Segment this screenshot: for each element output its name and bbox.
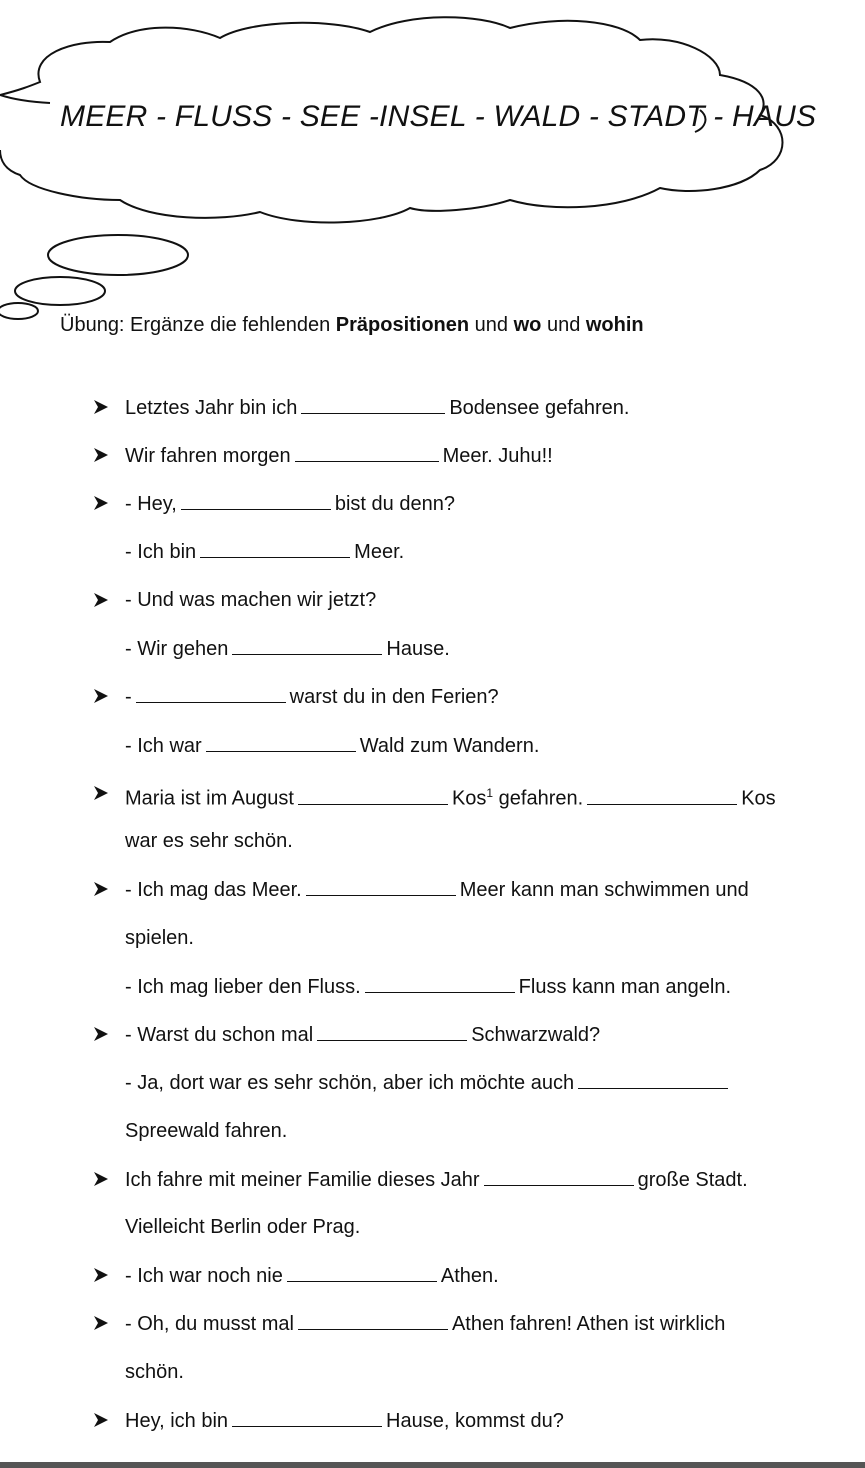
page-bottom-edge [0, 1462, 865, 1468]
exercise-line: war es sehr schön. [125, 830, 293, 852]
arrow-bullet-icon [92, 591, 110, 609]
arrow-bullet-icon [92, 1411, 110, 1429]
exercise-line: - warst du in den Ferien? [125, 686, 499, 708]
exercise-line: - Ich bin Meer. [125, 541, 405, 563]
arrow-bullet-icon [92, 1170, 110, 1188]
exercise-line: - Ja, dort war es sehr schön, aber ich möchte auch [125, 1070, 732, 1095]
answer-blank[interactable] [298, 786, 448, 805]
exercise-line: - Hey, bist du denn? [125, 493, 455, 515]
answer-blank[interactable] [317, 1022, 467, 1041]
answer-blank[interactable] [365, 974, 515, 993]
thought-cloud [0, 0, 865, 340]
arrow-bullet-icon [92, 1025, 110, 1043]
arrow-bullet-icon [92, 880, 110, 898]
arrow-bullet-icon [92, 1266, 110, 1284]
exercise-line: - Oh, du musst mal Athen fahren! Athen ist wirklich [125, 1313, 726, 1335]
answer-blank[interactable] [181, 491, 331, 510]
exercise-line: spielen. [125, 927, 194, 949]
answer-blank[interactable] [587, 786, 737, 805]
exercise-line: Hey, ich bin Hause, kommst du? [125, 1410, 564, 1432]
exercise-line: - Ich mag das Meer. Meer kann man schwimmen und [125, 879, 749, 901]
exercise-line: - Ich mag lieber den Fluss. Fluss kann man angeln. [125, 976, 731, 998]
answer-blank[interactable] [484, 1167, 634, 1186]
answer-blank[interactable] [136, 684, 286, 703]
answer-blank[interactable] [232, 1408, 382, 1427]
exercise-line: - Wir gehen Hause. [125, 638, 450, 660]
answer-blank[interactable] [298, 1311, 448, 1330]
exercise-line: - Und was machen wir jetzt? [125, 589, 377, 611]
arrow-bullet-icon [92, 1314, 110, 1332]
arrow-bullet-icon [92, 446, 110, 464]
exercise-line: Maria ist im August Kos$^1$ gefahren. Kos [125, 786, 776, 810]
exercise-line: Wir fahren morgen Meer. Juhu!! [125, 445, 553, 467]
answer-blank[interactable] [200, 539, 350, 558]
arrow-bullet-icon [92, 398, 110, 416]
answer-blank[interactable] [295, 443, 439, 462]
answer-blank[interactable] [232, 636, 382, 655]
arrow-bullet-icon [92, 494, 110, 512]
answer-blank[interactable] [287, 1263, 437, 1282]
exercise-line: - Ich war noch nie Athen. [125, 1265, 499, 1287]
exercise-line: Spreewald fahren. [125, 1120, 288, 1142]
arrow-bullet-icon [92, 687, 110, 705]
answer-blank[interactable] [578, 1070, 728, 1089]
answer-blank[interactable] [301, 395, 445, 414]
exercise-instruction: Übung: Ergänze die fehlenden Präpositionen und wo und wohin [60, 314, 644, 336]
exercise-line: - Ich war Wald zum Wandern. [125, 735, 540, 757]
exercise-line: Ich fahre mit meiner Familie dieses Jahr große Stadt. [125, 1169, 748, 1191]
exercise-line: schön. [125, 1361, 184, 1383]
word-bank: MEER - FLUSS - SEE -INSEL - WALD - STADT - HAUS [60, 100, 817, 133]
answer-blank[interactable] [306, 877, 456, 896]
exercise-line: - Warst du schon mal Schwarzwald? [125, 1024, 601, 1046]
exercise-line: Letztes Jahr bin ich Bodensee gefahren. [125, 397, 630, 419]
answer-blank[interactable] [206, 733, 356, 752]
arrow-bullet-icon [92, 784, 110, 802]
exercise-line: Vielleicht Berlin oder Prag. [125, 1216, 361, 1238]
